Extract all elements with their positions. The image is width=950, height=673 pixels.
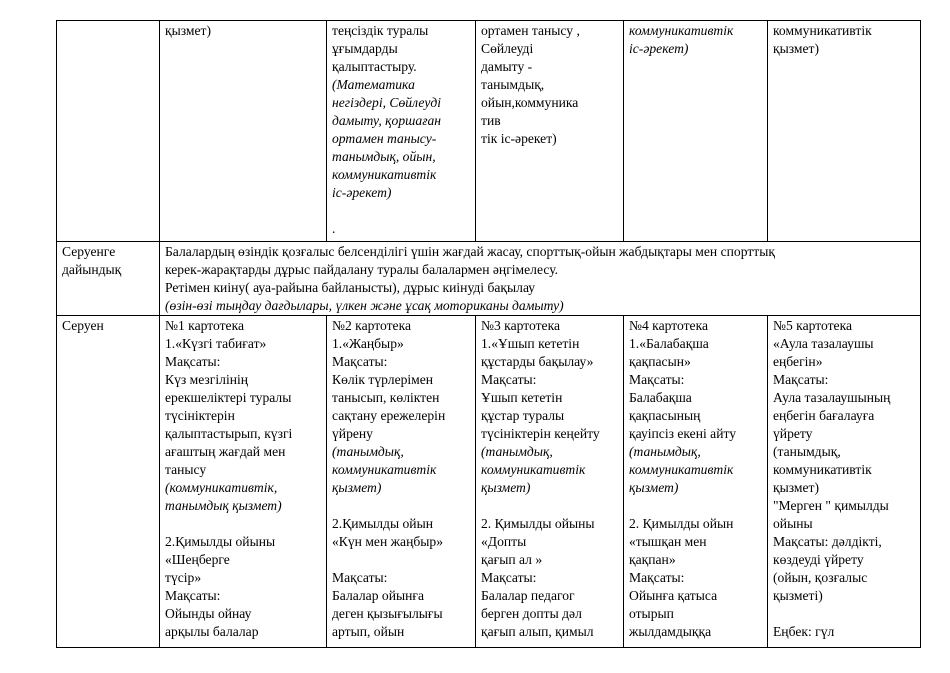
text-line: қақпасының — [629, 408, 701, 423]
text-line: қалыптастыру. — [332, 59, 417, 74]
text-line: ағаштың жағдай мен — [165, 444, 286, 459]
text-line: «Күн мен жаңбыр» — [332, 534, 443, 549]
text-line: коммуникативтік — [773, 462, 872, 477]
text-line: 1.«Ұшып кететін — [481, 336, 580, 351]
text-line: Көлік түрлерімен — [332, 372, 434, 387]
walk-card-3 — [476, 316, 624, 648]
text-line: №2 картотека — [332, 318, 411, 333]
text-line: (коммуникативтік, — [165, 480, 278, 495]
text-line: коммуникативтік — [629, 462, 734, 477]
text-line: ортамен танысу- — [332, 131, 437, 146]
walk-card-5 — [768, 316, 921, 648]
text-line: тік іс-әрекет) — [481, 131, 557, 146]
walk-prep-row — [57, 242, 921, 316]
text-line: (Математика — [332, 77, 415, 92]
text-line: қағып алып, қимыл — [481, 624, 594, 639]
text-line: ерекшеліктері туралы — [165, 390, 292, 405]
text-line: (танымдық, — [629, 444, 701, 459]
text-line: Мақсаты: — [165, 354, 221, 369]
text-line: танымдық қызмет) — [165, 498, 282, 513]
text-line: танымдық, — [481, 77, 545, 92]
text-line: №1 картотека — [165, 318, 244, 333]
text-line: қақпан» — [629, 552, 676, 567]
text-line: Мақсаты: — [629, 570, 685, 585]
text-line: қауіпсіз екені айту — [629, 426, 737, 441]
text-line: Мақсаты: — [481, 372, 537, 387]
text-line: «Шеңберге — [165, 552, 230, 567]
walk-row — [57, 316, 921, 648]
text-line: негіздері, Сөйлеуді — [332, 95, 442, 110]
text-line: «Аула тазалаушы — [773, 336, 874, 351]
text-line: қызмет) — [773, 480, 820, 495]
text-line: қағып ал » — [481, 552, 543, 567]
text-line: қақпасын» — [629, 354, 691, 369]
text-line: үйрету — [773, 426, 813, 441]
text-line: берген допты дәл — [481, 606, 582, 621]
text-line: отырып — [629, 606, 674, 621]
text-line: «тышқан мен — [629, 534, 707, 549]
text-line: Ойынға қатыса — [629, 588, 718, 603]
text-line: қызмет) — [629, 480, 679, 495]
row-label-walk — [57, 316, 160, 648]
text-line: (ойын, қозғалыс — [773, 570, 868, 585]
lesson-plan-table — [56, 20, 921, 648]
text-line: түсініктерін — [165, 408, 235, 423]
text-line: дамыту - — [481, 59, 533, 74]
text-line: 2.Қимылды ойын — [332, 516, 433, 531]
text-line: Ойынды ойнау — [165, 606, 252, 621]
text-line: түсініктерін кеңейту — [481, 426, 600, 441]
text-line: №4 картотека — [629, 318, 708, 333]
label-line: дайындық — [62, 262, 122, 277]
text-line: Балалардың өзіндік қозғалыс белсенділігі үшін жағдай жасау, спорттық-ойын жабдықтары мен спорттық — [165, 244, 775, 259]
walk-prep-content — [160, 242, 921, 316]
text-line: деген қызығылығы — [332, 606, 443, 621]
text-line: ойын,коммуника — [481, 95, 579, 110]
text-line: "Мерген " қимылды — [773, 498, 889, 513]
label-line: Серуенге — [62, 244, 116, 259]
text-line: коммуникативтік — [332, 462, 437, 477]
text-line: қызмет) — [481, 480, 531, 495]
text-line: 1.«Күзгі табиғат» — [165, 336, 267, 351]
activities-row — [57, 21, 921, 242]
text-line: еңбегін бағалауға — [773, 408, 875, 423]
text-line: №3 картотека — [481, 318, 560, 333]
text-line: танысу — [165, 462, 207, 477]
text-line: тив — [481, 113, 501, 128]
text-line: №5 картотека — [773, 318, 852, 333]
text-line: Мақсаты: — [629, 372, 685, 387]
text-line: (танымдық, — [773, 444, 841, 459]
text-line: Мақсаты: дәлдікті, — [773, 534, 882, 549]
walk-card-4 — [624, 316, 768, 648]
text-line: 1.«Жаңбыр» — [332, 336, 404, 351]
text-line: Аула тазалаушының — [773, 390, 891, 405]
text-line: «Допты — [481, 534, 527, 549]
text-line: артып, ойын — [332, 624, 405, 639]
cell-wednesday-top — [476, 21, 624, 242]
text-line: Ұшып кететін — [481, 390, 563, 405]
text-line: Мақсаты: — [332, 354, 388, 369]
text-line: 2.Қимылды ойыны — [165, 534, 276, 549]
text-line: Балалар педагог — [481, 588, 575, 603]
text-line: түсір» — [165, 570, 202, 585]
text-line: (танымдық, — [332, 444, 404, 459]
text-line: ортамен танысу , — [481, 23, 580, 38]
text-line: қызмет) — [773, 41, 820, 56]
text-line: Балалар ойынға — [332, 588, 424, 603]
text-line: іс-әрекет) — [332, 185, 392, 200]
text-line: коммуникативтік — [481, 462, 586, 477]
walk-card-2 — [327, 316, 476, 648]
cell-monday-top — [160, 21, 327, 242]
text-line: құстарды бақылау» — [481, 354, 594, 369]
text-line: үйрену — [332, 426, 373, 441]
text-line: танысып, көліктен — [332, 390, 440, 405]
text-line: қызмет) — [332, 480, 382, 495]
text-line: дамыту, қоршаған — [332, 113, 442, 128]
label-line: Серуен — [62, 318, 104, 333]
text-line: сақтану ережелерін — [332, 408, 446, 423]
text-line: танымдық, ойын, — [332, 149, 436, 164]
text-line: ұғымдарды — [332, 41, 398, 56]
text-line: (өзін-өзі тыңдау дағдылары, үлкен және ұсақ моториканы дамыту) — [165, 298, 564, 313]
text-line: құстар туралы — [481, 408, 565, 423]
text-line: коммуникативтік — [629, 23, 734, 38]
text-line: 2. Қимылды ойын — [629, 516, 734, 531]
cell-tuesday-top — [327, 21, 476, 242]
text-line: Сөйлеуді — [481, 41, 534, 56]
text-line: 2. Қимылды ойыны — [481, 516, 595, 531]
row-label-walk-prep — [57, 242, 160, 316]
text-line: керек-жарақтарды дұрыс пайдалану туралы балалармен әңгімелесу. — [165, 262, 559, 277]
text-line: Мақсаты: — [481, 570, 537, 585]
text-line: теңсіздік туралы — [332, 23, 429, 38]
text-line: іс-әрекет) — [629, 41, 689, 56]
text-line: Мақсаты: — [332, 570, 388, 585]
text-line: Күз мезгілінің — [165, 372, 249, 387]
text-line: жылдамдыққа — [629, 624, 712, 639]
text-line: (танымдық, — [481, 444, 553, 459]
walk-card-1 — [160, 316, 327, 648]
text-line: арқылы балалар — [165, 624, 259, 639]
row-label-empty — [57, 21, 160, 242]
text-line: Мақсаты: — [773, 372, 829, 387]
text-line: коммуникативтік — [332, 167, 437, 182]
text-line: көздеуді үйрету — [773, 552, 864, 567]
text-line: қызмет) — [165, 23, 212, 38]
text-line: . — [332, 221, 336, 236]
text-line: қалыптастырып, күзгі — [165, 426, 293, 441]
text-line: Балабақша — [629, 390, 692, 405]
text-line: ойыны — [773, 516, 813, 531]
text-line: еңбегін» — [773, 354, 823, 369]
text-line: Еңбек: гүл — [773, 624, 835, 639]
text-line: 1.«Балабақша — [629, 336, 709, 351]
text-line: коммуникативтік — [773, 23, 872, 38]
text-line: қызметі) — [773, 588, 823, 603]
cell-friday-top — [768, 21, 921, 242]
cell-thursday-top — [624, 21, 768, 242]
text-line: Мақсаты: — [165, 588, 221, 603]
text-line: Ретімен киіну( ауа-райына байланысты), дұрыс киінуді бақылау — [165, 280, 536, 295]
